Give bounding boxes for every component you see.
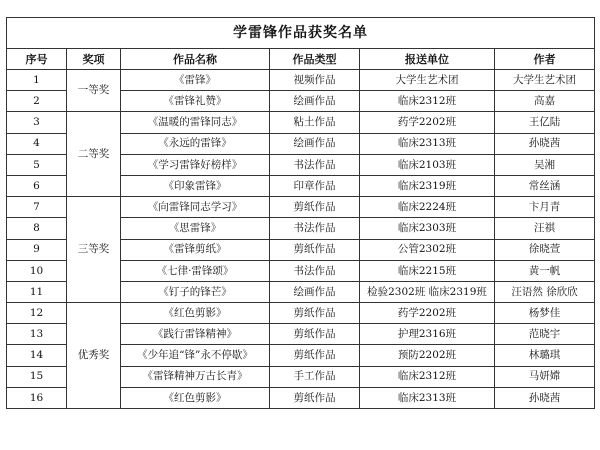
work-title: 《雷锋剪纸》 <box>121 239 270 260</box>
submitting-unit: 临床2319班 <box>360 175 495 196</box>
submitting-unit: 临床2312班 <box>360 366 495 387</box>
work-type: 印章作品 <box>270 175 360 196</box>
table-row <box>7 197 595 218</box>
header-no: 序号 <box>7 49 67 70</box>
submitting-unit: 大学生艺术团 <box>360 70 495 91</box>
work-type: 剪纸作品 <box>270 324 360 345</box>
work-type: 视频作品 <box>270 70 360 91</box>
work-type: 剪纸作品 <box>270 345 360 366</box>
submitting-unit: 护理2316班 <box>360 324 495 345</box>
work-title: 《少年追“锋”永不停歇》 <box>121 345 270 366</box>
submitting-unit: 临床2103班 <box>360 154 495 175</box>
row-number: 5 <box>7 154 67 175</box>
author-name: 吴湘 <box>495 154 595 175</box>
header-row <box>7 49 595 70</box>
work-title: 《雷锋礼赞》 <box>121 91 270 112</box>
submitting-unit: 药学2202班 <box>360 112 495 133</box>
row-number: 8 <box>7 218 67 239</box>
author-name: 大学生艺术团 <box>495 70 595 91</box>
work-title: 《钉子的锋芒》 <box>121 281 270 302</box>
work-type: 书法作品 <box>270 154 360 175</box>
award-table <box>6 17 595 409</box>
award-level: 优秀奖 <box>67 303 121 409</box>
work-type: 书法作品 <box>270 218 360 239</box>
author-name: 常丝涵 <box>495 175 595 196</box>
submitting-unit: 检验2302班 临床2319班 <box>360 281 495 302</box>
author-name: 林璐琪 <box>495 345 595 366</box>
work-title: 《印象雷锋》 <box>121 175 270 196</box>
submitting-unit: 临床2215班 <box>360 260 495 281</box>
row-number: 4 <box>7 133 67 154</box>
table-row <box>7 303 595 324</box>
submitting-unit: 预防2202班 <box>360 345 495 366</box>
author-name: 王亿陆 <box>495 112 595 133</box>
submitting-unit: 临床2224班 <box>360 197 495 218</box>
work-title: 《温暖的雷锋同志》 <box>121 112 270 133</box>
work-title: 《七律·雷锋颂》 <box>121 260 270 281</box>
submitting-unit: 公管2302班 <box>360 239 495 260</box>
award-list-document <box>6 17 594 409</box>
table-title: 学雷锋作品获奖名单 <box>7 18 595 49</box>
header-work: 作品名称 <box>121 49 270 70</box>
row-number: 15 <box>7 366 67 387</box>
work-title: 《思雷锋》 <box>121 218 270 239</box>
author-name: 高嘉 <box>495 91 595 112</box>
table-row <box>7 112 595 133</box>
row-number: 16 <box>7 387 67 408</box>
work-type: 书法作品 <box>270 260 360 281</box>
work-title: 《践行雷锋精神》 <box>121 324 270 345</box>
author-name: 杨梦佳 <box>495 303 595 324</box>
submitting-unit: 临床2312班 <box>360 91 495 112</box>
row-number: 13 <box>7 324 67 345</box>
row-number: 7 <box>7 197 67 218</box>
work-type: 剪纸作品 <box>270 197 360 218</box>
award-level: 二等奖 <box>67 112 121 197</box>
work-type: 剪纸作品 <box>270 239 360 260</box>
author-name: 徐晓萱 <box>495 239 595 260</box>
work-title: 《向雷锋同志学习》 <box>121 197 270 218</box>
submitting-unit: 临床2313班 <box>360 133 495 154</box>
header-award: 奖项 <box>67 49 121 70</box>
table-row <box>7 70 595 91</box>
work-title: 《学习雷锋好榜样》 <box>121 154 270 175</box>
row-number: 9 <box>7 239 67 260</box>
work-title: 《雷锋精神万古长青》 <box>121 366 270 387</box>
work-title: 《红色剪影》 <box>121 303 270 324</box>
row-number: 12 <box>7 303 67 324</box>
submitting-unit: 药学2202班 <box>360 303 495 324</box>
table-body <box>7 70 595 409</box>
row-number: 2 <box>7 91 67 112</box>
work-title: 《永远的雷锋》 <box>121 133 270 154</box>
author-name: 范晓宇 <box>495 324 595 345</box>
row-number: 6 <box>7 175 67 196</box>
work-type: 绘画作品 <box>270 133 360 154</box>
work-title: 《雷锋》 <box>121 70 270 91</box>
header-type: 作品类型 <box>270 49 360 70</box>
row-number: 1 <box>7 70 67 91</box>
work-type: 剪纸作品 <box>270 387 360 408</box>
work-title: 《红色剪影》 <box>121 387 270 408</box>
work-type: 剪纸作品 <box>270 303 360 324</box>
author-name: 孙晓茜 <box>495 133 595 154</box>
author-name: 孙晓茜 <box>495 387 595 408</box>
work-type: 绘画作品 <box>270 91 360 112</box>
author-name: 汪语然 徐欣欣 <box>495 281 595 302</box>
work-type: 粘土作品 <box>270 112 360 133</box>
author-name: 卞月青 <box>495 197 595 218</box>
author-name: 汪祺 <box>495 218 595 239</box>
author-name: 黄一帆 <box>495 260 595 281</box>
work-type: 手工作品 <box>270 366 360 387</box>
row-number: 14 <box>7 345 67 366</box>
header-unit: 报送单位 <box>360 49 495 70</box>
submitting-unit: 临床2313班 <box>360 387 495 408</box>
award-level: 三等奖 <box>67 197 121 303</box>
row-number: 10 <box>7 260 67 281</box>
row-number: 11 <box>7 281 67 302</box>
work-type: 绘画作品 <box>270 281 360 302</box>
author-name: 马妍嫦 <box>495 366 595 387</box>
row-number: 3 <box>7 112 67 133</box>
award-level: 一等奖 <box>67 70 121 112</box>
submitting-unit: 临床2303班 <box>360 218 495 239</box>
header-author: 作者 <box>495 49 595 70</box>
